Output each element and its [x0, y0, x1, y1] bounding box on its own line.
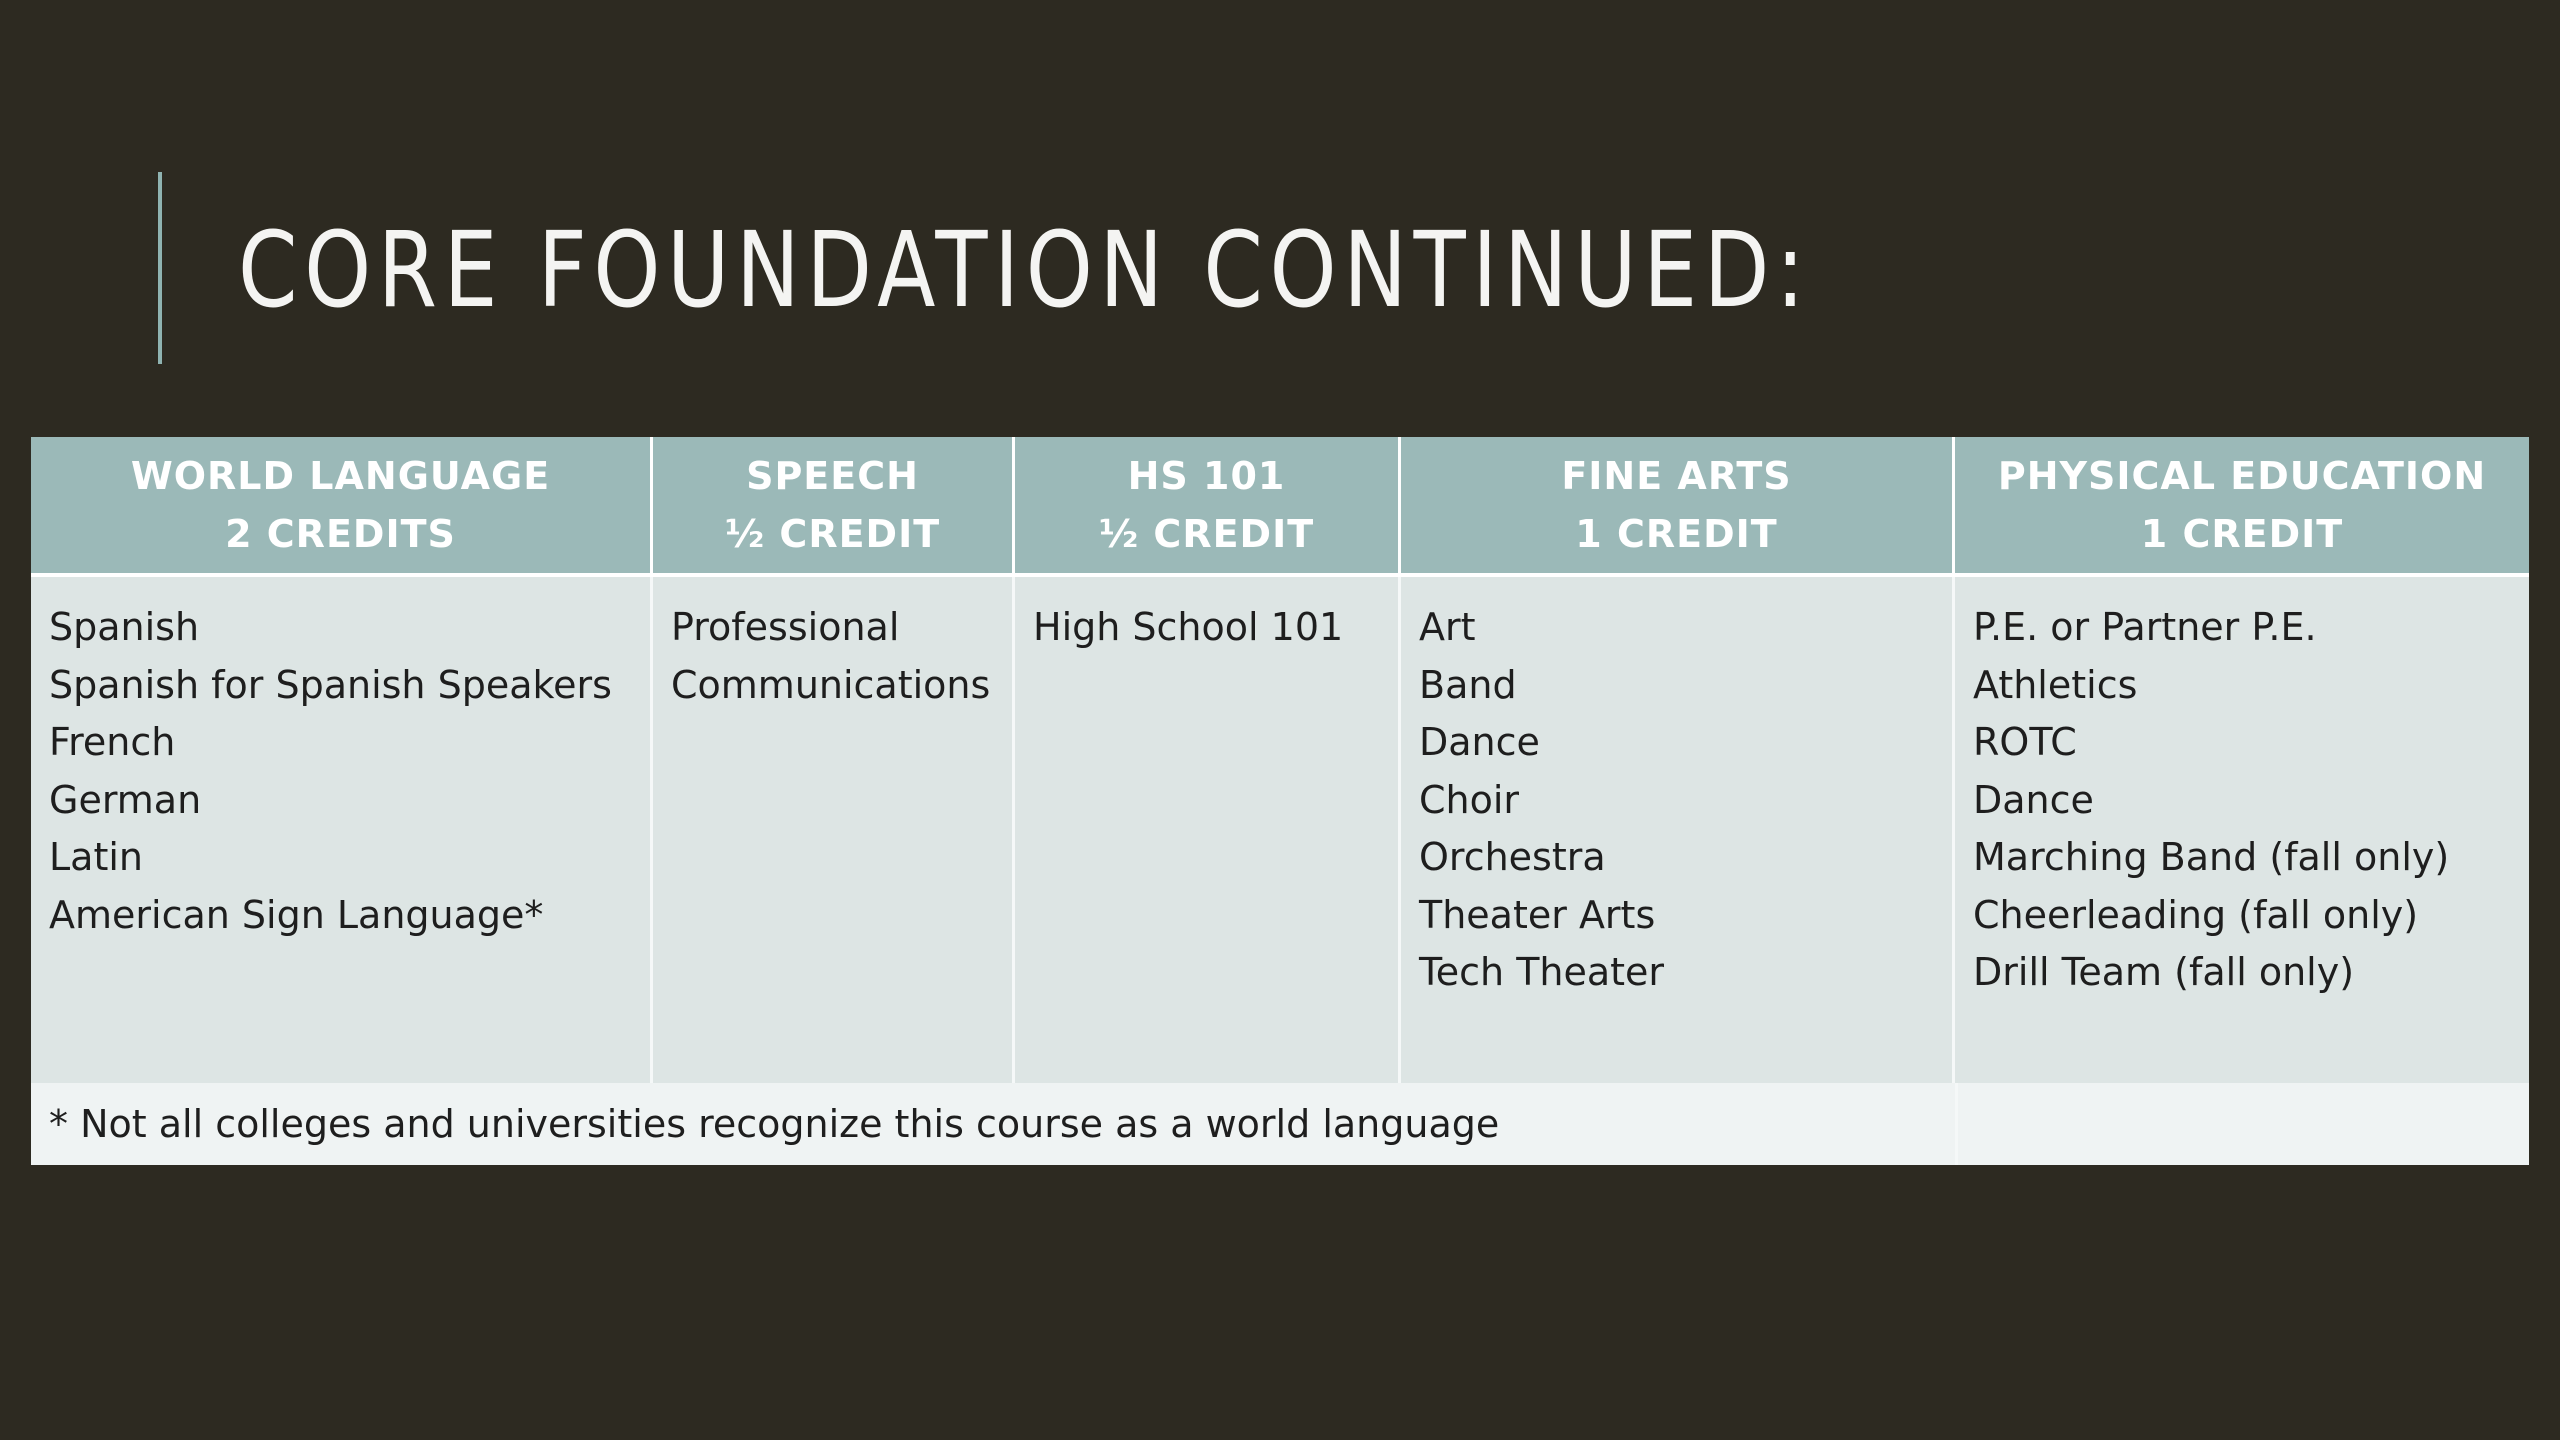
- column-cell-world-language: [31, 577, 653, 1083]
- column-heading: HS 101: [1127, 454, 1286, 498]
- course-item: High School 101: [1033, 605, 1344, 649]
- column-credit: 1 CREDIT: [2140, 512, 2344, 556]
- course-item: Orchestra: [1419, 835, 1606, 879]
- course-item: Athletics: [1973, 662, 2138, 707]
- course-item: ROTC: [1973, 720, 2077, 764]
- footnote-text: * Not all colleges and universities recognize this course as a world language: [49, 1102, 1500, 1146]
- column-cell-physical-education: [1955, 577, 2529, 1083]
- column-header-hs101: [1015, 437, 1401, 577]
- credits-table: [31, 437, 2529, 1165]
- column-header-fine-arts: [1401, 437, 1955, 577]
- column-heading: FINE ARTS: [1561, 454, 1792, 498]
- course-item: Cheerleading (fall only): [1973, 892, 2419, 937]
- footnote-empty-cell: [1955, 1083, 2529, 1165]
- course-item: Choir: [1419, 777, 1520, 822]
- title-accent-bar: [158, 172, 162, 364]
- column-cell-fine-arts: [1401, 577, 1955, 1083]
- course-item: Dance: [1419, 720, 1540, 764]
- column-heading: SPEECH: [746, 454, 919, 498]
- course-item: Art: [1419, 605, 1476, 649]
- column-credit: 1 CREDIT: [1575, 512, 1778, 556]
- course-item: Drill Team (fall only): [1973, 950, 2355, 994]
- column-header-speech: [653, 437, 1015, 577]
- column-credit: 2 CREDITS: [225, 512, 456, 556]
- course-item: American Sign Language*: [49, 892, 544, 937]
- column-cell-speech: [653, 577, 1015, 1083]
- course-item: Professional: [671, 605, 900, 649]
- column-heading: WORLD LANGUAGE: [130, 454, 551, 498]
- column-heading: PHYSICAL EDUCATION: [1997, 454, 2487, 498]
- course-item: Marching Band (fall only): [1973, 835, 2450, 879]
- course-item: Latin: [49, 835, 143, 879]
- course-item: French: [49, 720, 176, 764]
- course-item: German: [49, 777, 202, 822]
- course-item: Spanish: [49, 605, 200, 649]
- course-item: Dance: [1973, 777, 2094, 822]
- column-header-physical-education: [1955, 437, 2529, 577]
- course-item: Theater Arts: [1419, 892, 1656, 937]
- column-credit: ½ CREDIT: [724, 512, 941, 556]
- course-item: Communications: [671, 662, 991, 707]
- table-footnote: [31, 1083, 1955, 1165]
- column-credit: ½ CREDIT: [1098, 512, 1315, 556]
- course-item: Spanish for Spanish Speakers: [49, 662, 612, 707]
- column-header-world-language: [31, 437, 653, 577]
- course-item: Tech Theater: [1419, 950, 1665, 994]
- course-item: P.E. or Partner P.E.: [1973, 605, 2317, 649]
- slide-title: CORE FOUNDATION CONTINUED:: [238, 209, 1812, 331]
- column-cell-hs101: [1015, 577, 1401, 1083]
- course-item: Band: [1419, 662, 1517, 707]
